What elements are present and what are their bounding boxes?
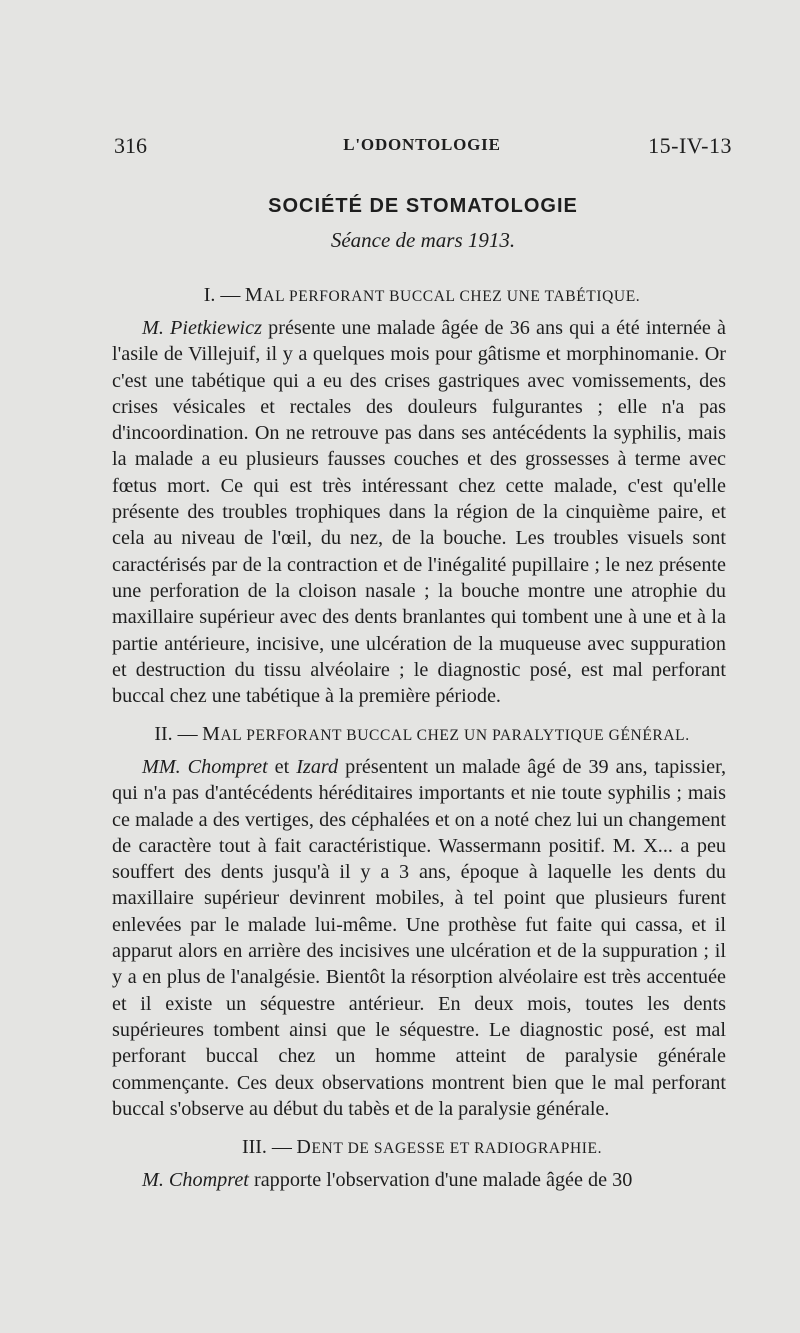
session-date: Séance de mars 1913. [330, 228, 516, 252]
section-title: AL PERFORANT BUCCAL CHEZ UN PARALYTIQUE GÉNÉRAL. [220, 727, 690, 744]
section-2-author-2: Izard [296, 756, 339, 778]
section-title: AL PERFORANT BUCCAL CHEZ UNE TABÉTIQUE. [263, 288, 641, 305]
society-title: SOCIÉTÉ DE STOMATOLOGIE [268, 195, 578, 217]
section-3-paragraph [112, 1167, 726, 1193]
section-3-authors: M. Chompret [142, 1169, 249, 1191]
section-2-authors-prefix: MM. [142, 756, 181, 778]
section-2-conjunction: et [274, 756, 290, 778]
running-head [112, 133, 732, 163]
section-title-initial: D [296, 1136, 312, 1158]
section-1-paragraph [112, 315, 726, 709]
section-2-paragraph [112, 754, 726, 1122]
section-heading-3 [112, 1136, 732, 1159]
section-number: I. — [203, 284, 241, 306]
section-3-body: rapporte l'observation d'une malade âgée de 30 [253, 1169, 633, 1191]
section-2-body: présentent un malade âgé de 39 ans, tapissier, qui n'a pas d'antécédents héréditaires importants et nie toute syphilis ; mais ce malade a des vertiges, des céphalées et on a noté chez lui un changement de caractère tout à fait caractéristique. Wassermann positif. M. X... a peu souffert des dents jusqu'à il y a 3 ans, époque à laquelle les dents du maxillaire supérieur devinrent mobiles, à tel point que plusieurs furent enlevées par le malade lui-même. Une prothèse fut faite qui cassa, et il apparut alors en arrière des incisives une ulcération et de la suppuration ; il y a en plus de l'analgésie. Bientôt la résorption alvéolaire est très accentuée et il existe un séquestre antérieur. En deux mois, toutes les dents supérieures tombent ainsi que le séquestre. Le diagnostic posé, est mal perforant buccal chez un homme atteint de paralysie générale commençante. Ces deux observations montrent bien que le mal perforant buccal s'observe au début du tabès et de la paralysie générale. [112, 756, 727, 1120]
section-heading-1 [112, 284, 732, 307]
section-number: II. — [154, 723, 198, 745]
section-title: ENT DE SAGESSE ET RADIOGRAPHIE. [311, 1140, 603, 1157]
issue-date: 15-IV-13 [648, 133, 732, 158]
section-number: III. — [241, 1136, 292, 1158]
section-heading-2 [112, 723, 732, 746]
section-1-body: présente une malade âgée de 36 ans qui a été internée à l'asile de Villejuif, il y a quelques mois pour gâtisme et morphinomanie. Or c'est une tabétique qui a eu des crises gastriques avec vomissements, des crises vésicales et rectales des douleurs fulgurantes ; elle n'a pas d'incoordination. On ne retrouve pas dans ses antécédents la syphilis, mais la malade a eu plusieurs fausses couches et des grossesses à terme avec fœtus mort. Ce qui est très intéressant chez cette malade, c'est qu'elle présente des troubles trophiques dans la région de la cinquième paire, et cela au niveau de l'œil, du nez, de la bouche. Les troubles visuels sont caractérisés par de la contraction et de l'inégalité pupillaire ; le nez présente une perforation de la cloison nasale ; la bouche montre une atrophie du maxillaire supérieur avec des dents branlantes qui tombent une à une et à la partie antérieure, incisive, une ulcération de la muqueuse avec suppuration et destruction du tissu alvéolaire ; le diagnostic posé, est mal perforant buccal chez une tabétique à la première période. [112, 317, 727, 708]
section-title-initial: M [244, 284, 264, 306]
page-number: 316 [114, 133, 147, 158]
section-title-initial: M [202, 723, 221, 745]
section-2-author-1: Chompret [187, 756, 268, 778]
section-1-authors: M. Pietkiewicz [142, 317, 262, 339]
journal-title: L'ODONTOLOGIE [343, 135, 501, 154]
